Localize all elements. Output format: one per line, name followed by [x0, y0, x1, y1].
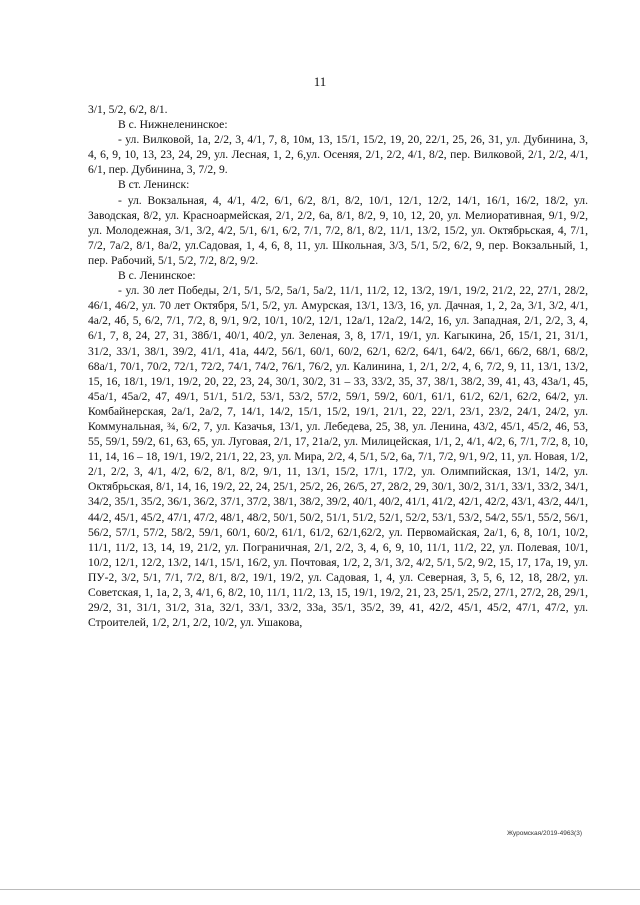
bottom-rule: [0, 889, 640, 890]
heading-leninskoe: В с. Ленинское:: [118, 269, 196, 283]
document-body: [88, 102, 588, 630]
paragraph-continuation: 3/1, 5/2, 6/2, 8/1.: [88, 103, 168, 116]
footer-stamp: Журомская/2019-4963(3): [506, 830, 582, 837]
heading-nizhneleninskoe: В с. Нижнеленинское:: [118, 118, 228, 132]
heading-leninsk: В ст. Ленинск:: [118, 178, 190, 192]
page-number: 11: [313, 74, 327, 89]
address-list-leninskoe: - ул. 30 лет Победы, 2/1, 5/1, 5/2, 5а/1, 5а/2, 11/1, 11/2, 12, 13/2, 19/1, 19/2, 21/2, 22, 27/1, 28/2, 46/1, 46/2, ул. 70 лет Октября, 5/1, 5/2, ул. Амурская, 13/1, 13/3, 16, ул. Дачная, 1, 2, 2а, 3/1, 3/2, 4/1, 4а/2, 4б, 5, 6/2, 7/1, 7/2, 8, 9/1, 9/2, 10/1, 10/2, 12/1, 12а/1, 12а/2, 14/2, 16, ул. Западная, 2/1, 2/2, 3, 4, 6/1, 7, 8, 24, 27, 31, 38б/1, 40/1, 40/2, ул. Зеленая, 3, 8, 17/1, 19/1, ул. Кагыкина, 2б, 15/1, 21, 31/1, 31/2, 33/1, 38/1, 39/2, 41/1, 41а, 44/2, 56/1, 60/1, 60/2, 62/1, 62/2, 64/1, 64/2, 66/1, 66/2, 68/1, 68/2, 68а/1, 70/1, 70/2, 72/1, 72/2, 74/1, 74/2, 76/1, 76/2, ул. Калинина, 1, 2/1, 2/2, 4, 6, 7/2, 9, 11, 13/1, 13/2, 15, 16, 18/1, 19/1, 19/2, 20, 22, 23, 24, 30/1, 30/2, 31 – 33, 33/2, 35, 37, 38/1, 38/2, 39, 41, 43, 43а/1, 45, 45а/1, 45а/2, 47, 49/1, 51/1, 51/2, 53/1, 53/2, 57/2, 59/1, 59/2, 60/1, 61/1, 61/2, 62/1, 62/2, 64/2, ул. Комбайнерская, 2а/1, 2а/2, 7, 14/1, 14/2, 15/1, 15/2, 19/1, 21/1, 22, 22/1, 23/1, 23/2, 24/1, 24/2, ул. Коммунальная, ¾, 6/2, 7, ул. Казачья, 13/1, ул. Лебедева, 25, 38, ул. Ленина, 43/2, 45/1, 45/2, 46, 53, 55, 59/1, 59/2, 61, 63, 65, ул. Луговая, 2/1, 17, 21а/2, ул. Милицейская, 1/1, 2, 4/1, 4/2, 6, 7/1, 7/2, 8, 10, 11, 14, 16 – 18, 19/1, 19/2, 21/1, 22, 23, ул. Мира, 2/2, 4, 5/1, 5/2, 6а, 7/1, 7/2, 9/1, 9/2, 11, ул. Новая, 1/2, 2/1, 2/2, 3, 4/1, 4/2, 6/2, 8/1, 8/2, 9/1, 11, 13/1, 15/2, 17/1, 17/2, ул. Олимпийская, 13/1, 14/2, ул. Октябрьская, 8/1, 14, 16, 19/2, 22, 24, 25/1, 25/2, 26, 26/5, 27, 28/2, 29, 30/1, 30/2, 31/1, 33/1, 33/2, 34/1, 34/2, 35/1, 35/2, 36/1, 36/2, 37/1, 37/2, 38/1, 38/2, 39/2, 40/1, 40/2, 41/1, 41/2, 42/1, 42/2, 43/1, 43/2, 44/1, 44/2, 45/1, 45/2, 47/1, 47/2, 48/1, 48/2, 50/1, 50/2, 51/1, 51/2, 52/1, 52/2, 53/1, 53/2, 54/2, 55/1, 55/2, 56/1, 56/2, 57/1, 57/2, 58/2, 59/1, 60/1, 60/2, 61/1, 61/2, 62/1,62/2, ул. Первомайская, 2а/1, 6, 8, 10/1, 10/2, 11/1, 11/2, 13, 14, 19, 21/2, ул. Пограничная, 2/1, 2/2, 3, 4, 6, 9, 10, 11/1, 11/2, 22, ул. Полевая, 10/1, 10/2, 12/1, 12/2, 13/2, 14/1, 15/1, 16/2, ул. Почтовая, 1/2, 2, 3/1, 3/2, 4/2, 5/1, 5/2, 9/2, 15, 17, 17а, 19, ул. ПУ-2, 3/2, 5/1, 7/1, 7/2, 8/1, 8/2, 19/1, 19/2, ул. Садовая, 1, 4, ул. Северная, 3, 5, 6, 12, 18, 28/2, ул. Советская, 1, 1а, 2, 3, 4/1, 6, 8/2, 10, 11/1, 11/2, 13, 15, 19/1, 19/2, 21, 23, 25/1, 25/2, 27/1, 27/2, 28, 29/1, 29/2, 31, 31/1, 31/2, 31а, 32/1, 33/1, 33/2, 33а, 35/1, 35/2, 39, 41, 42/2, 45/1, 45/2, 47/1, 47/2, ул. Строителей, 1/2, 2/1, 2/2, 10/2, ул. Ушакова,: [88, 284, 588, 630]
address-list-nizhneleninskoe: - ул. Вилковой, 1а, 2/2, 3, 4/1, 7, 8, 10м, 13, 15/1, 15/2, 19, 20, 22/1, 25, 26, 31, ул. Дубинина, 3, 4, 6, 9, 10, 13, 23, 24, 29, ул. Лесная, 1, 2, 6,ул. Осеняя, 2/1, 2/2, 4/1, 8/2, пер. Вилковой, 2/1, 2/2, 4/1, 6/1, пер. Дубинина, 3, 7/2, 9.: [88, 133, 588, 177]
address-list-leninsk: - ул. Вокзальная, 4, 4/1, 4/2, 6/1, 6/2, 8/1, 8/2, 10/1, 12/1, 12/2, 14/1, 16/1, 16/2, 18/2, ул. Заводская, 8/2, ул. Красноармейская, 2/1, 2/2, 6а, 8/1, 8/2, 9, 10, 12, 20, ул. Мелиоративная, 9/1, 9/2, ул. Молодежная, 3/1, 3/2, 4/2, 5/1, 6/1, 6/2, 7/1, 7/2, 8/1, 8/2, 11/1, 13/2, 15/2, ул. Октябрьская, 4, 7/1, 7/2, 7а/2, 8/1, 8а/2, ул.Садовая, 1, 4, 6, 8, 11, ул. Школьная, 3/3, 5/1, 5/2, 6/2, 9, пер. Вокзальный, 1, пер. Рабочий, 5/1, 5/2, 7/2, 8/2, 9/2.: [88, 193, 588, 267]
